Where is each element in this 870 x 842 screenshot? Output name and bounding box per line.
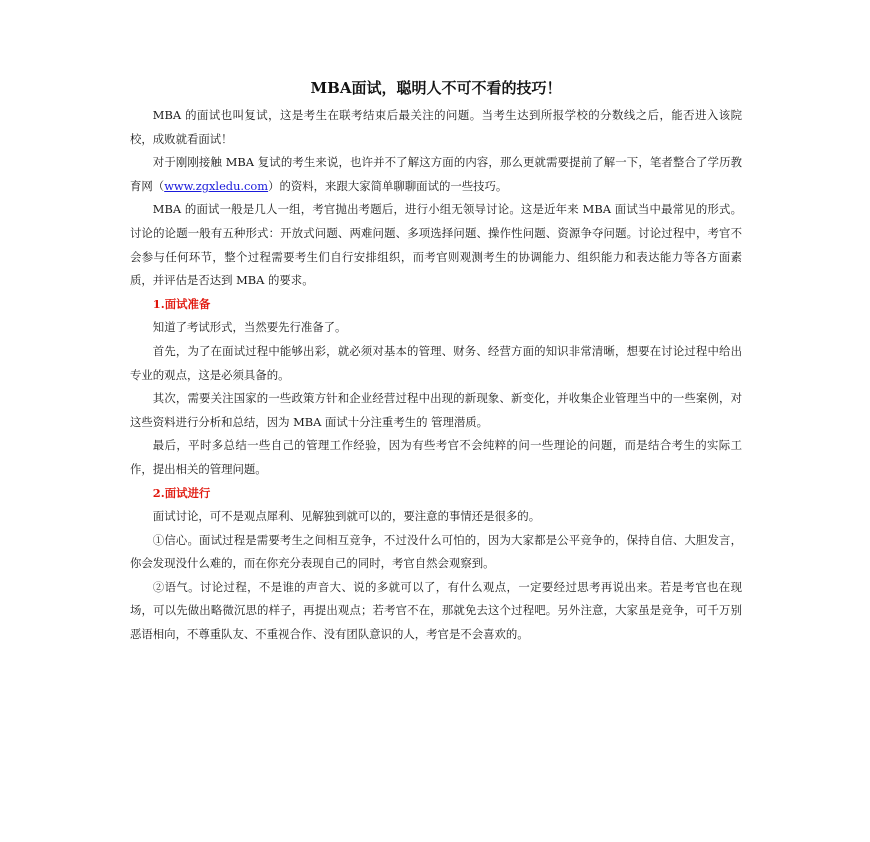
- paragraph-preparation-intro: 知道了考试形式，当然要先行准备了。: [152, 320, 347, 335]
- paragraph-format: MBA 的面试一般是几人一组，考官抛出考题后，进行小组无领导讨论。这是近年来 MBA 面试当中最常见的形式。讨论的论题一般有五种形式：开放式问题、两难问题、多项选择问题、操作性问题、资源争夺问题。讨论过程中，考官不会参与任何环节，整个过程需要考生们自行安排组织，而考官则观测考生的协调能力、组织能力和表达能力等各方面素质，并评估是否达到 MBA 的要求。: [130, 202, 742, 288]
- section-heading-preparation: 1.面试准备: [152, 296, 211, 311]
- paragraph-confidence: ①信心。面试过程是需要考生之间相互竞争，不过没什么可怕的，因为大家都是公平竞争的，保持自信、大胆发言，你会发现没什么难的，而在你充分表现自己的同时，考官自然会观察到。: [130, 532, 742, 571]
- section-heading-proceeding: 2.面试进行: [152, 485, 211, 500]
- paragraph-second: 其次，需要关注国家的一些政策方针和企业经营过程中出现的新现象、新变化，并收集企业管理当中的一些案例，对这些资料进行分析和总结，因为 MBA 面试十分注重考生的 管理潜质。: [130, 391, 742, 429]
- document-title: MBA面试，聪明人不可不看的技巧！: [310, 79, 562, 97]
- paragraph-last: 最后，平时多总结一些自己的管理工作经验，因为有些考官不会纯粹的问一些理论的问题，而是结合考生的实际工作，提出相关的管理问题。: [130, 438, 742, 476]
- paragraph-tone: ②语气。讨论过程，不是谁的声音大、说的多就可以了，有什么观点，一定要经过思考再说出来。若是考官也在现场，可以先做出略微沉思的样子，再提出观点；若考官不在，那就免去这个过程吧。另外注意，大家虽是竞争，可千万别恶语相向，不尊重队友、不重视合作、没有团队意识的人，考官是不会喜欢的。: [130, 579, 742, 642]
- paragraph-source: [130, 151, 742, 198]
- source-link[interactable]: www.zgxledu.com: [164, 178, 269, 193]
- document-page: [130, 78, 742, 647]
- paragraph-intro: MBA 的面试也叫复试，这是考生在联考结束后最关注的问题。当考生达到所报学校的分数线之后，能否进入该院校，成败就看面试！: [130, 108, 742, 146]
- paragraph-source-before: 对于刚刚接触 MBA 复试的考生来说，也许并不了解这方面的内容，那么更就需要提前了解一下，笔者整合了学历教育网（: [130, 155, 742, 193]
- paragraph-source-after: ）的资料，来跟大家简单聊聊面试的一些技巧。: [268, 178, 508, 193]
- paragraph-discussion: 面试讨论，可不是观点犀利、见解独到就可以的，要注意的事情还是很多的。: [152, 509, 541, 524]
- paragraph-first: 首先，为了在面试过程中能够出彩，就必须对基本的管理、财务、经营方面的知识非常清晰，想要在讨论过程中给出专业的观点，这是必须具备的。: [130, 343, 742, 382]
